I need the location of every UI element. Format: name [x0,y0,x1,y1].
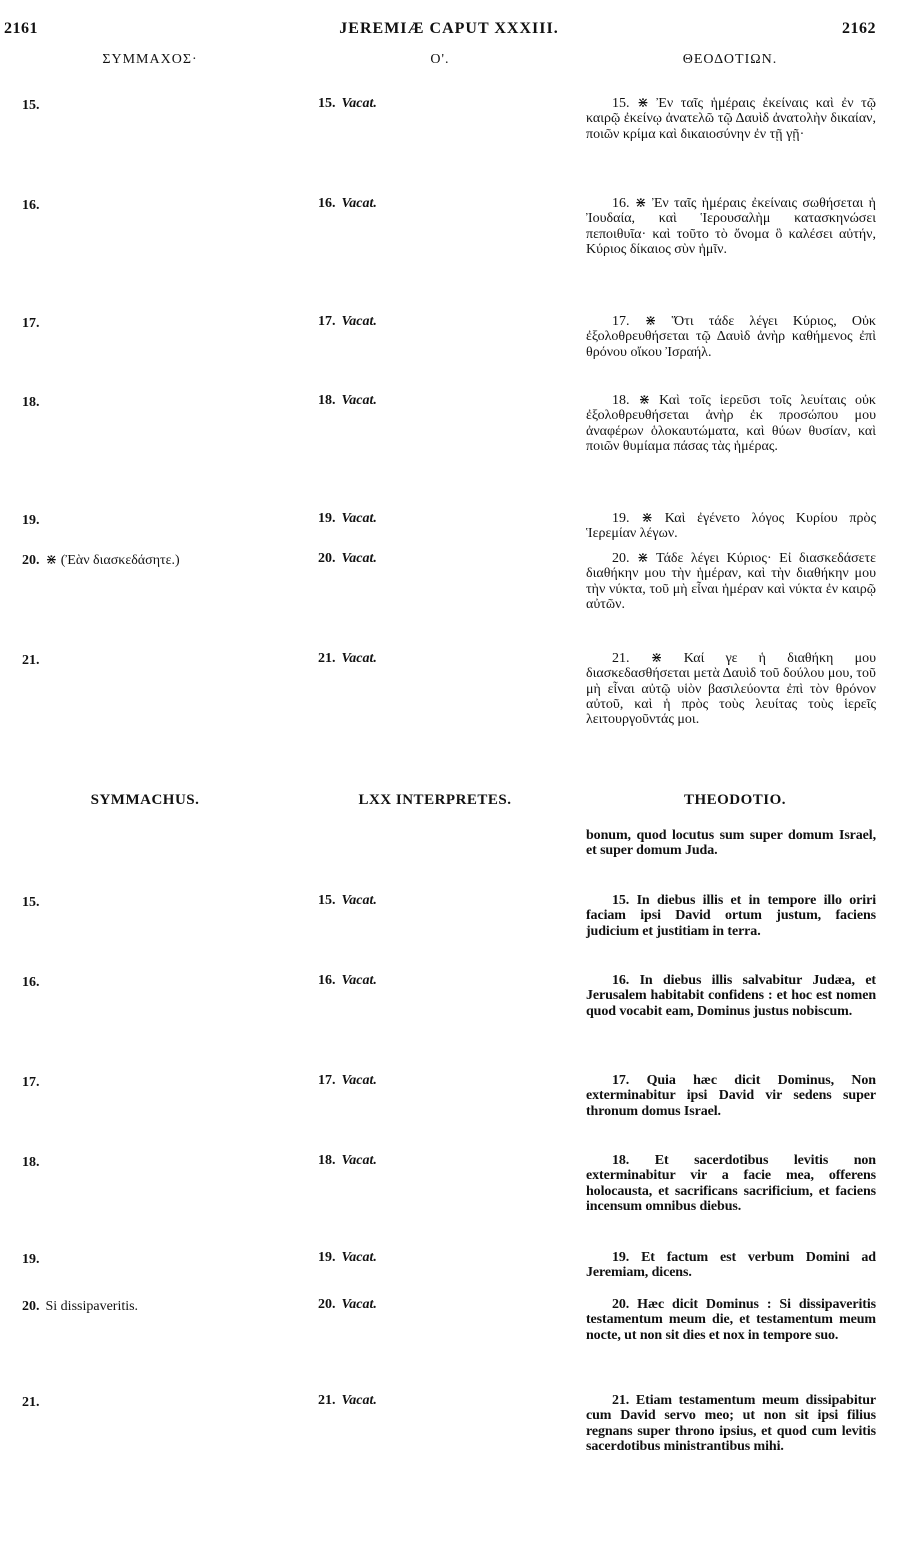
symmachus-verse [22,393,302,411]
theodotion-verse: 18. Et sacerdotibus levitis non exterminabitur vir a facie mea, offerens holocausta, et sacrificans sacrificium, et faciens incensum omnibus diebus. [586,1153,876,1215]
verse-number: 17. [22,316,40,331]
lxx-vacat: Vacat. [341,973,377,988]
lxx-verse [318,1250,377,1266]
lxx-vacat: Vacat. [341,651,377,666]
page-number-left: 2161 [4,20,38,37]
lxx-verse [318,393,377,409]
lxx-verse [318,551,377,567]
theodotion-verse: 20. ⋇ Τάδε λέγει Κύριος· Εἰ διασκεδάσετε διαθήκην μου τὴν ἡμέραν, καὶ τὴν διαθήκην μου τὴν νύκτα, τοῦ μὴ εἶναι ἡμέραν καὶ νύκτα ἐν καιρῷ αὐτῶν. [586,551,876,612]
symmachus-verse [22,1393,302,1411]
verse-number: 19. [22,1252,40,1267]
lxx-verse [318,1297,377,1313]
lxx-verse-number: 17. [318,1073,336,1088]
lxx-vacat: Vacat. [341,1153,377,1168]
symmachus-verse [22,551,302,569]
lxx-vacat: Vacat. [341,1250,377,1265]
lxx-verse-number: 17. [318,314,336,329]
theodotion-verse: 21. Etiam testamentum meum dissipabitur cum David servo meo; ut non sit ipsi filius regnans super throno ipsius, et quod cum levitis sacerdotibus ministrantibus mihi. [586,1393,876,1455]
verse-number: 16. [22,198,40,213]
lxx-vacat: Vacat. [341,393,377,408]
verse-number: 21. [22,1395,40,1410]
col-head-symmachus-latin: SYMMACHUS. [90,792,200,808]
col-head-symmachus-greek: ΣΥΜΜΑΧΟΣ· [102,52,198,67]
theodotion-verse: 17. Quia hæc dicit Dominus, Non exterminabitur ipsi David vir sedens super thronum domus Israel. [586,1073,876,1119]
lxx-vacat: Vacat. [341,551,377,566]
theodotion-verse: 17. ⋇ Ὅτι τάδε λέγει Κύριος, Οὐκ ἐξολοθρευθήσεται τῷ Δαυὶδ ἀνὴρ καθήμενος ἐπὶ θρόνου οἴκου Ἰσραήλ. [586,314,876,360]
col-head-lxx-latin: LXX INTERPRETES. [358,792,512,808]
symmachus-text: ⋇ (Ἐὰν διασκεδάσητε.) [45,553,180,568]
verse-number: 17. [22,1075,40,1090]
lxx-verse [318,96,377,112]
theodotion-verse: 15. ⋇ Ἐν ταῖς ἡμέραις ἐκείναις καὶ ἐν τῷ καιρῷ ἐκείνῳ ἀνατελῶ τῷ Δαυὶδ ἀνατολὴν δικαίαν, ποιῶν κρίμα καὶ δικαιοσύνην ἐν τῇ γῇ· [586,96,876,142]
lxx-vacat: Vacat. [341,1297,377,1312]
symmachus-text: Si dissipaveritis. [45,1299,139,1314]
verse-number: 18. [22,395,40,410]
lxx-verse-number: 18. [318,1153,336,1168]
symmachus-verse [22,1073,302,1091]
lxx-verse-number: 16. [318,973,336,988]
lxx-verse-number: 20. [318,551,336,566]
lxx-verse-number: 15. [318,96,336,111]
theodotion-verse: 16. ⋇ Ἐν ταῖς ἡμέραις ἐκείναις σωθήσεται ἡ Ἰουδαία, καὶ Ἱερουσαλὴμ κατασκηνώσει πεποιθυῖα· καὶ τοῦτο τὸ ὄνομα ὃ καλέσει αὐτήν, Κύριος δίκαιος σὺν ἡμῖν. [586,196,876,257]
theodotio-carryover-text: bonum, quod locutus sum super domum Israel, et super domum Juda. [586,828,876,859]
lxx-verse-number: 19. [318,1250,336,1265]
symmachus-verse [22,1297,302,1315]
lxx-verse [318,196,377,212]
lxx-verse [318,893,377,909]
lxx-verse-number: 19. [318,511,336,526]
theodotion-verse: 19. ⋇ Καὶ ἐγένετο λόγος Κυρίου πρὸς Ἱερεμίαν λέγων. [586,511,876,542]
symmachus-verse [22,511,302,529]
lxx-verse [318,511,377,527]
col-head-theodotion-greek: ΘΕΟΔΟΤΙΩΝ. [682,52,778,67]
lxx-verse-number: 18. [318,393,336,408]
col-head-lxx-greek: Ο'. [430,52,450,67]
lxx-verse [318,973,377,989]
lxx-verse-number: 21. [318,1393,336,1408]
theodotion-verse: 20. Hæc dicit Dominus : Si dissipaveritis testamentum meum die, et testamentum meum nocte, ut non sit dies et nox in tempore suo. [586,1297,876,1343]
lxx-verse-number: 20. [318,1297,336,1312]
symmachus-verse [22,196,302,214]
verse-number: 21. [22,653,40,668]
symmachus-verse [22,1250,302,1268]
theodotion-verse: 16. In diebus illis salvabitur Judæa, et Jerusalem habitabit confidens : et hoc est nomen quod vocabit eam, Dominus justus nobiscum. [586,973,876,1019]
col-head-theodotio-latin: THEODOTIO. [683,792,787,808]
theodotion-verse: 21. ⋇ Καί γε ἡ διαθήκη μου διασκεδασθήσεται μετὰ Δαυὶδ τοῦ δούλου μου, τοῦ μὴ εἶναι αὐτῷ υἱὸν βασιλεύοντα ἐπὶ τὸν θρόνον αὐτοῦ, καὶ ἡ πρὸς τοὺς λευίτας τοὺς ἱερεῖς λειτουργοῦντάς μοι. [586,651,876,728]
theodotion-verse: 18. ⋇ Καὶ τοῖς ἱερεῦσι τοῖς λευίταις οὐκ ἐξολοθρευθήσεται ἀνὴρ ἐκ προσώπου μου ἀναφέρων ὁλοκαυτώματα, καὶ θύων θυσίαν, καὶ ποιῶν θυμίαμα πάσας τὰς ἡμέρας. [586,393,876,454]
lxx-verse-number: 16. [318,196,336,211]
lxx-verse [318,314,377,330]
symmachus-verse [22,96,302,114]
lxx-vacat: Vacat. [341,96,377,111]
verse-number: 15. [22,895,40,910]
verse-number: 16. [22,975,40,990]
theodotion-verse: 15. In diebus illis et in tempore illo oriri faciam ipsi David ortum justum, faciens judicium et justitiam in terra. [586,893,876,939]
lxx-verse [318,1073,377,1089]
lxx-verse [318,1393,377,1409]
lxx-vacat: Vacat. [341,893,377,908]
lxx-verse [318,1153,377,1169]
symmachus-verse [22,314,302,332]
lxx-vacat: Vacat. [341,1073,377,1088]
verse-number: 15. [22,98,40,113]
symmachus-verse [22,651,302,669]
lxx-vacat: Vacat. [341,511,377,526]
running-title: JEREMIÆ CAPUT XXXIII. [339,20,559,37]
verse-number: 19. [22,513,40,528]
symmachus-verse [22,893,302,911]
lxx-verse-number: 15. [318,893,336,908]
lxx-verse-number: 21. [318,651,336,666]
page-number-right: 2162 [842,20,876,37]
theodotion-verse: 19. Et factum est verbum Domini ad Jeremiam, dicens. [586,1250,876,1281]
verse-number: 18. [22,1155,40,1170]
symmachus-verse [22,1153,302,1171]
lxx-verse [318,651,377,667]
lxx-vacat: Vacat. [341,1393,377,1408]
symmachus-verse [22,973,302,991]
lxx-vacat: Vacat. [341,196,377,211]
verse-number: 20. [22,553,40,568]
lxx-vacat: Vacat. [341,314,377,329]
verse-number: 20. [22,1299,40,1314]
